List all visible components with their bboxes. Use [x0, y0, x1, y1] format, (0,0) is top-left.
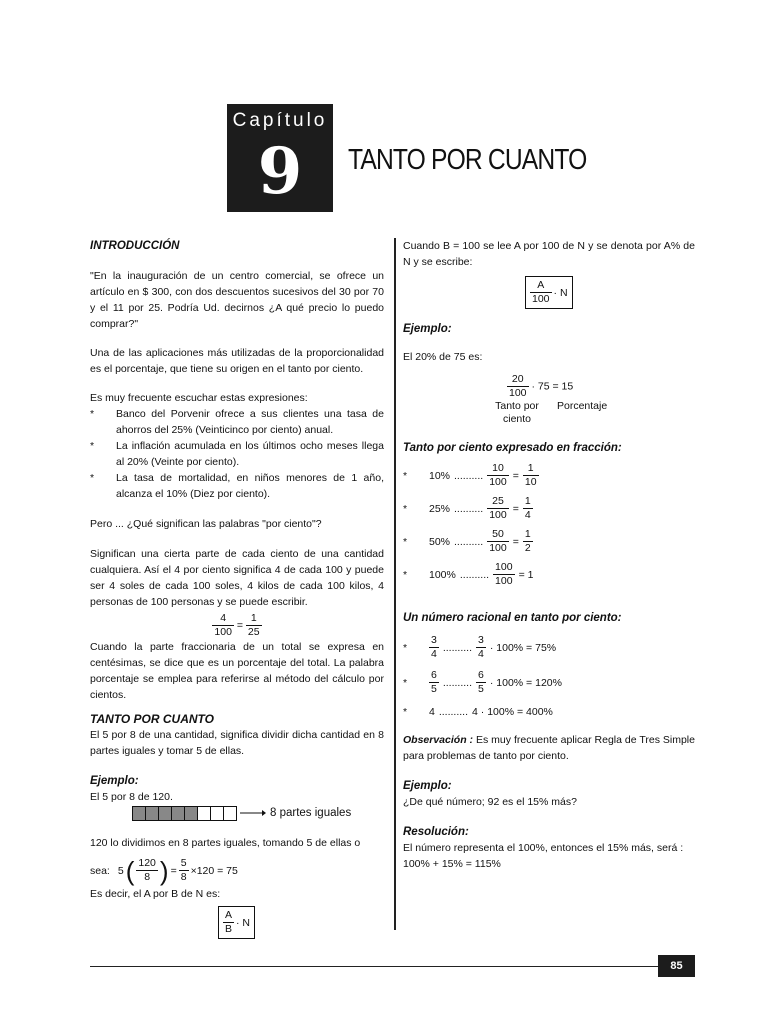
bullet-mark: *	[403, 535, 408, 548]
rational-row	[403, 669, 695, 696]
leader-dots: ..........	[459, 568, 490, 581]
bullet-mark: *	[403, 469, 408, 482]
rational-row	[403, 704, 695, 720]
fraction-row	[403, 561, 695, 588]
example-text: ¿De qué número; 92 es el 15% más?	[403, 796, 577, 808]
part-cell	[158, 806, 172, 821]
result: 4 · 100% = 400%	[472, 706, 553, 718]
chapter-box	[227, 104, 333, 212]
percent-value: 10%	[429, 469, 451, 482]
label-tanto-por-ciento: Tanto por ciento	[495, 400, 539, 425]
observation-label: Observación :	[403, 734, 474, 746]
number-value: 4	[429, 706, 435, 718]
paragraph: 120 lo dividimos en 8 partes iguales, tomando 5 de ellas o	[90, 837, 361, 849]
resolution-text: El número representa el 100%, entonces el 15% más, será :	[403, 842, 684, 854]
rational-rows	[403, 634, 695, 720]
equals-sign: =	[512, 535, 519, 548]
bullet-mark: *	[403, 641, 408, 654]
bullet-mark: *	[90, 408, 95, 420]
paragraph: Es decir, el A por B de N es:	[90, 888, 221, 900]
example-text: El 5 por 8 de 120.	[90, 791, 173, 803]
bullet-mark: *	[90, 440, 95, 452]
leader-dots: ..........	[438, 706, 469, 718]
section-heading: TANTO POR CUANTO	[90, 712, 215, 726]
fraction: $\frac{4}{100}$	[214, 612, 232, 638]
fraction: $\frac{A}{B}$	[225, 909, 233, 935]
fraction: $\frac{A}{100}$	[532, 279, 550, 305]
expression-rest: ×120 = 75	[190, 864, 238, 877]
example-heading: Ejemplo:	[90, 775, 139, 787]
paragraph: Es muy frecuente escuchar estas expresiones:	[90, 392, 308, 404]
fraction: $\frac{50}{100}$	[489, 528, 507, 554]
rational-row	[403, 634, 695, 661]
chapter-word: Capítulo	[232, 110, 328, 131]
fraction: $\frac{1}{10}$	[524, 462, 537, 488]
bullet-mark: *	[403, 706, 408, 718]
part-cell	[171, 806, 185, 821]
sea-equation	[90, 857, 384, 884]
leader-dots: ..........	[454, 469, 484, 482]
percent-value: 100%	[429, 568, 456, 581]
leader-dots: ..........	[442, 676, 473, 689]
fraction: $\frac{6}{5}$	[478, 669, 484, 695]
paragraph: Cuando la parte fraccionaria de un total se expresa en centésimas, se dice que es un porcentaje del total. La palabra porcentaje se emplea para referirse al método del cálculo por cientos.	[90, 641, 384, 701]
fraction-equation	[90, 612, 384, 639]
leader-dots: ..........	[442, 641, 473, 654]
part-cell	[184, 806, 198, 821]
intro-heading: INTRODUCCIÓN	[90, 240, 180, 252]
part-cell	[145, 806, 159, 821]
fraction: $\frac{120}{8}$	[138, 857, 156, 883]
arrow-icon	[240, 809, 266, 817]
fraction: $\frac{3}{4}$	[478, 634, 484, 660]
result: = 1	[518, 568, 534, 581]
intro-quote: "En la inauguración de un centro comercial, se ofrece un artículo en $ 300, con dos descuentos sucesivos del 30 por 70 y el 11 por 25. Podría Ud. decirnos ¿A qué precio lo puedo comprar?"	[90, 270, 384, 330]
result: · 100% = 75%	[489, 641, 557, 654]
fraction-rows	[403, 462, 695, 588]
parts-diagram	[132, 805, 384, 821]
formula-rest: · N	[553, 286, 568, 299]
expression-rest: · 75 = 15	[531, 380, 574, 393]
fraction-row	[403, 495, 695, 522]
percent-value: 50%	[429, 535, 451, 548]
fraction: $\frac{1}{4}$	[524, 495, 531, 521]
bullet-mark: *	[403, 676, 408, 689]
leader-dots: ..........	[454, 535, 484, 548]
list-item	[90, 438, 384, 470]
bullet-mark: *	[403, 502, 408, 515]
fraction: $\frac{10}{100}$	[489, 462, 507, 488]
left-column	[90, 238, 384, 939]
page-number: 85	[658, 955, 695, 977]
coefficient: 5	[117, 864, 124, 877]
list-item	[90, 406, 384, 438]
arrow-label: 8 partes iguales	[270, 807, 352, 819]
fraction-row	[403, 462, 695, 489]
paren-close: )	[159, 855, 169, 886]
fraction: $\frac{100}{100}$	[495, 561, 513, 587]
fraction: $\frac{3}{4}$	[431, 634, 437, 660]
sea-label: sea:	[90, 864, 110, 877]
paragraph: Significan una cierta parte de cada ciento de una cantidad cualquiera. Así el 4 por ciento significa 4 de cada 100 y puede ser 4 soles de cada 100 soles, 4 kilos de cada 100 kilos, 4 personas de 100 personas y se puede escribir.	[90, 548, 384, 608]
paragraph: Una de las aplicaciones más utilizadas de la proporcionalidad es el porcentaje, que tiene su origen en el tanto por ciento.	[90, 347, 384, 375]
list-item-text: La inflación acumulada en los últimos ocho meses llega al 20% (Veinte por ciento).	[116, 440, 384, 468]
footer-line	[90, 966, 658, 967]
paragraph: Cuando B = 100 se lee A por 100 de N y se denota por A% de N y se escribe:	[403, 240, 695, 268]
observation	[403, 732, 695, 764]
fraction: $\frac{5}{8}$	[180, 857, 187, 883]
example-text: El 20% de 75 es:	[403, 351, 483, 363]
section-heading: Tanto por ciento expresado en fracción:	[403, 442, 622, 454]
fraction: $\frac{20}{100}$	[509, 373, 527, 399]
formula-rest: · N	[236, 916, 251, 929]
chapter-number: 9	[257, 134, 303, 209]
label-porcentaje: Porcentaje	[557, 400, 608, 412]
right-column	[403, 238, 695, 872]
fraction: $\frac{1}{25}$	[247, 612, 260, 638]
paren-open: (	[125, 855, 135, 886]
list-item-text: La tasa de mortalidad, en niños menores de 1 año, alcanza el 10% (Diez por ciento).	[116, 472, 384, 500]
equals-sign: =	[170, 864, 177, 877]
equals-sign: =	[512, 502, 519, 515]
fraction: $\frac{25}{100}$	[489, 495, 507, 521]
paragraph: El 5 por 8 de una cantidad, significa dividir dicha cantidad en 8 partes iguales y tomar 5 de ellas.	[90, 729, 384, 757]
part-cell	[223, 806, 237, 821]
percent-value: 25%	[429, 502, 451, 515]
example-heading: Ejemplo:	[403, 323, 452, 335]
list-item	[90, 470, 384, 502]
bullet-mark: *	[403, 568, 408, 581]
example-heading: Ejemplo:	[403, 780, 452, 792]
paragraph: Pero ... ¿Qué significan las palabras "por ciento"?	[90, 518, 322, 530]
observation-text: Es muy frecuente aplicar Regla de Tres Simple para problemas de tanto por ciento.	[403, 734, 695, 762]
bullet-mark: *	[90, 472, 95, 484]
parts-cells	[132, 806, 236, 821]
boxed-formula	[218, 906, 384, 939]
part-cell	[197, 806, 211, 821]
list-item-text: Banco del Porvenir ofrece a sus clientes una tasa de ahorros del 25% (Veinticinco por ciento) anual.	[116, 408, 384, 436]
part-cell	[132, 806, 146, 821]
brace-labels	[491, 400, 695, 426]
equals-sign: =	[512, 469, 519, 482]
fraction: $\frac{6}{5}$	[431, 669, 437, 695]
resolution-line: 100% + 15% = 115%	[403, 858, 501, 870]
part-cell	[210, 806, 224, 821]
leader-dots: ..........	[454, 502, 484, 515]
example-equation	[507, 373, 695, 400]
result: · 100% = 120%	[489, 676, 562, 689]
resolution-heading: Resolución:	[403, 826, 469, 838]
column-divider	[394, 238, 396, 930]
boxed-formula	[525, 276, 695, 309]
equals-sign: =	[236, 619, 243, 632]
section-heading: Un número racional en tanto por ciento:	[403, 612, 622, 624]
fraction-row	[403, 528, 695, 555]
fraction: $\frac{1}{2}$	[524, 528, 531, 554]
page-title: TANTO POR CUANTO	[348, 144, 587, 176]
bullet-list	[90, 406, 384, 502]
